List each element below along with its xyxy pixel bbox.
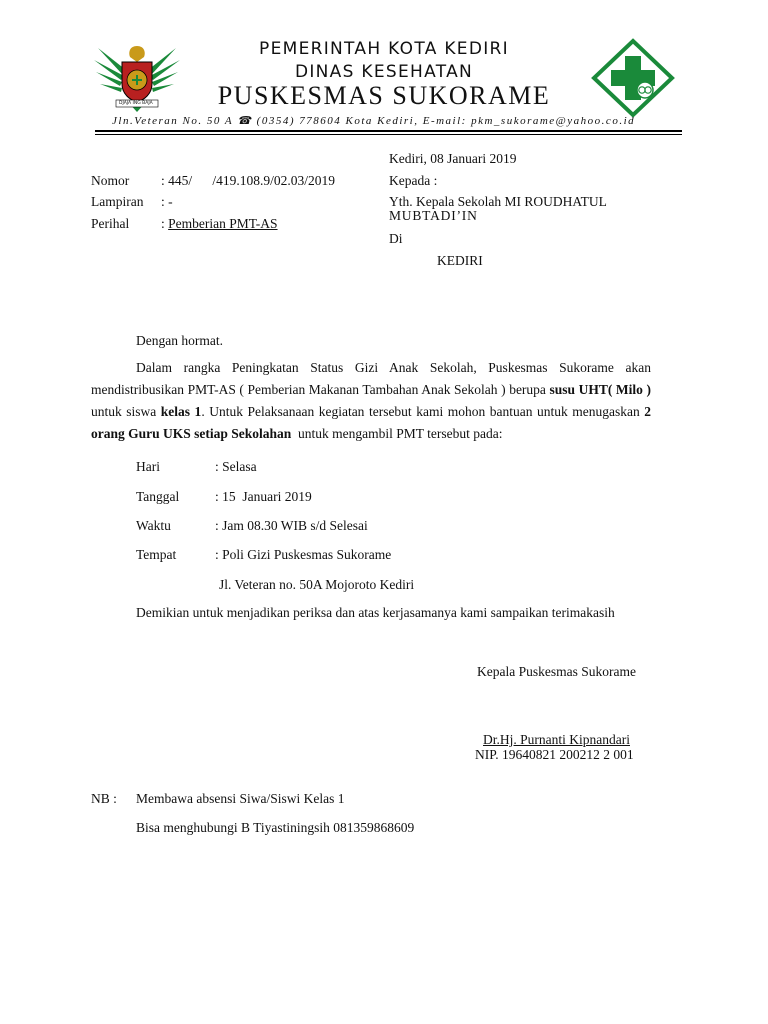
department-name: DINAS KESEHATAN: [294, 62, 474, 82]
tempat-label: Tempat: [136, 547, 177, 562]
closing-text: Demikian untuk menjadikan periksa dan atas kerjasamanya kami sampaikan terimakasih: [136, 605, 615, 620]
hari-label: Hari: [136, 459, 160, 474]
letter-date: Kediri, 08 Januari 2019: [389, 151, 517, 166]
note-line2: Bisa menghubungi B Tiyastiningsih 081359868609: [136, 820, 415, 835]
recipient-line2: MUBTADI’IN: [389, 208, 478, 223]
paragraph-text-e: . Untuk Pelaksanaan kegiatan tersebut kami mohon bantuan untuk menugaskan: [201, 404, 645, 419]
note-label: NB :: [91, 791, 117, 806]
puskesmas-cross-icon: [590, 38, 676, 118]
lampiran-value: : -: [161, 194, 173, 209]
hari-value: : Selasa: [215, 459, 257, 474]
tanggal-value: : 15 Januari 2019: [215, 489, 312, 504]
nomor-value: : 445/ /419.108.9/02.03/2019: [161, 173, 336, 188]
waktu-label: Waktu: [136, 518, 171, 533]
perihal-label: Perihal: [91, 216, 130, 231]
header-rule-thin: [95, 134, 682, 135]
main-paragraph: [91, 357, 651, 445]
signatory-name: [483, 732, 630, 748]
government-name: PEMERINTAH KOTA KEDIRI: [259, 39, 509, 59]
paragraph-product: susu UHT( Milo ): [549, 382, 651, 397]
perihal-field: [161, 216, 278, 232]
tanggal-label: Tanggal: [136, 489, 180, 504]
header-rule: [95, 130, 682, 132]
paragraph-text-g: untuk mengambil PMT tersebut pada:: [291, 426, 503, 441]
recipient-di: Di: [389, 231, 403, 246]
institution-address: Jln.Veteran No. 50 A ☎ (0354) 778604 Kota Kediri, E-mail: pkm_sukorame@yahoo.co.id: [112, 115, 636, 127]
signatory-nip: NIP. 19640821 200212 2 001: [475, 747, 634, 762]
perihal-value: Pemberian PMT-AS: [168, 216, 278, 231]
greeting: Dengan hormat.: [136, 333, 223, 348]
signatory-name-text: Dr.Hj. Purnanti Kipnandari: [483, 732, 630, 747]
paragraph-class: kelas 1: [160, 404, 202, 419]
kepada-label: Kepada :: [389, 173, 438, 188]
paragraph-teachers: 2 orang Guru UKS setiap Sekolahan: [91, 404, 651, 441]
nomor-label: Nomor: [91, 173, 130, 188]
paragraph-text-c: untuk siswa: [91, 404, 161, 419]
paragraph-text-a: Dalam rangka Peningkatan Status Gizi Anak Sekolah, Puskesmas Sukorame akan mendistribusikan PMT-AS ( Pemberian Makanan Tambahan Anak Sekolah ) berupa: [91, 360, 651, 397]
tempat-address: Jl. Veteran no. 50A Mojoroto Kediri: [219, 577, 415, 592]
emblem-motto: DJAJA ING BAJA: [119, 101, 153, 106]
note-line1: Membawa absensi Siwa/Siswi Kelas 1: [136, 791, 345, 806]
waktu-value: : Jam 08.30 WIB s/d Selesai: [215, 518, 368, 533]
perihal-colon: :: [161, 216, 169, 231]
signatory-title: Kepala Puskesmas Sukorame: [477, 664, 636, 679]
lampiran-label: Lampiran: [91, 194, 144, 209]
institution-name: PUSKESMAS SUKORAME: [217, 81, 551, 110]
tempat-value: : Poli Gizi Puskesmas Sukorame: [215, 547, 392, 562]
recipient-line1: Yth. Kepala Sekolah MI ROUDHATUL: [389, 194, 607, 209]
recipient-city: KEDIRI: [437, 253, 483, 268]
